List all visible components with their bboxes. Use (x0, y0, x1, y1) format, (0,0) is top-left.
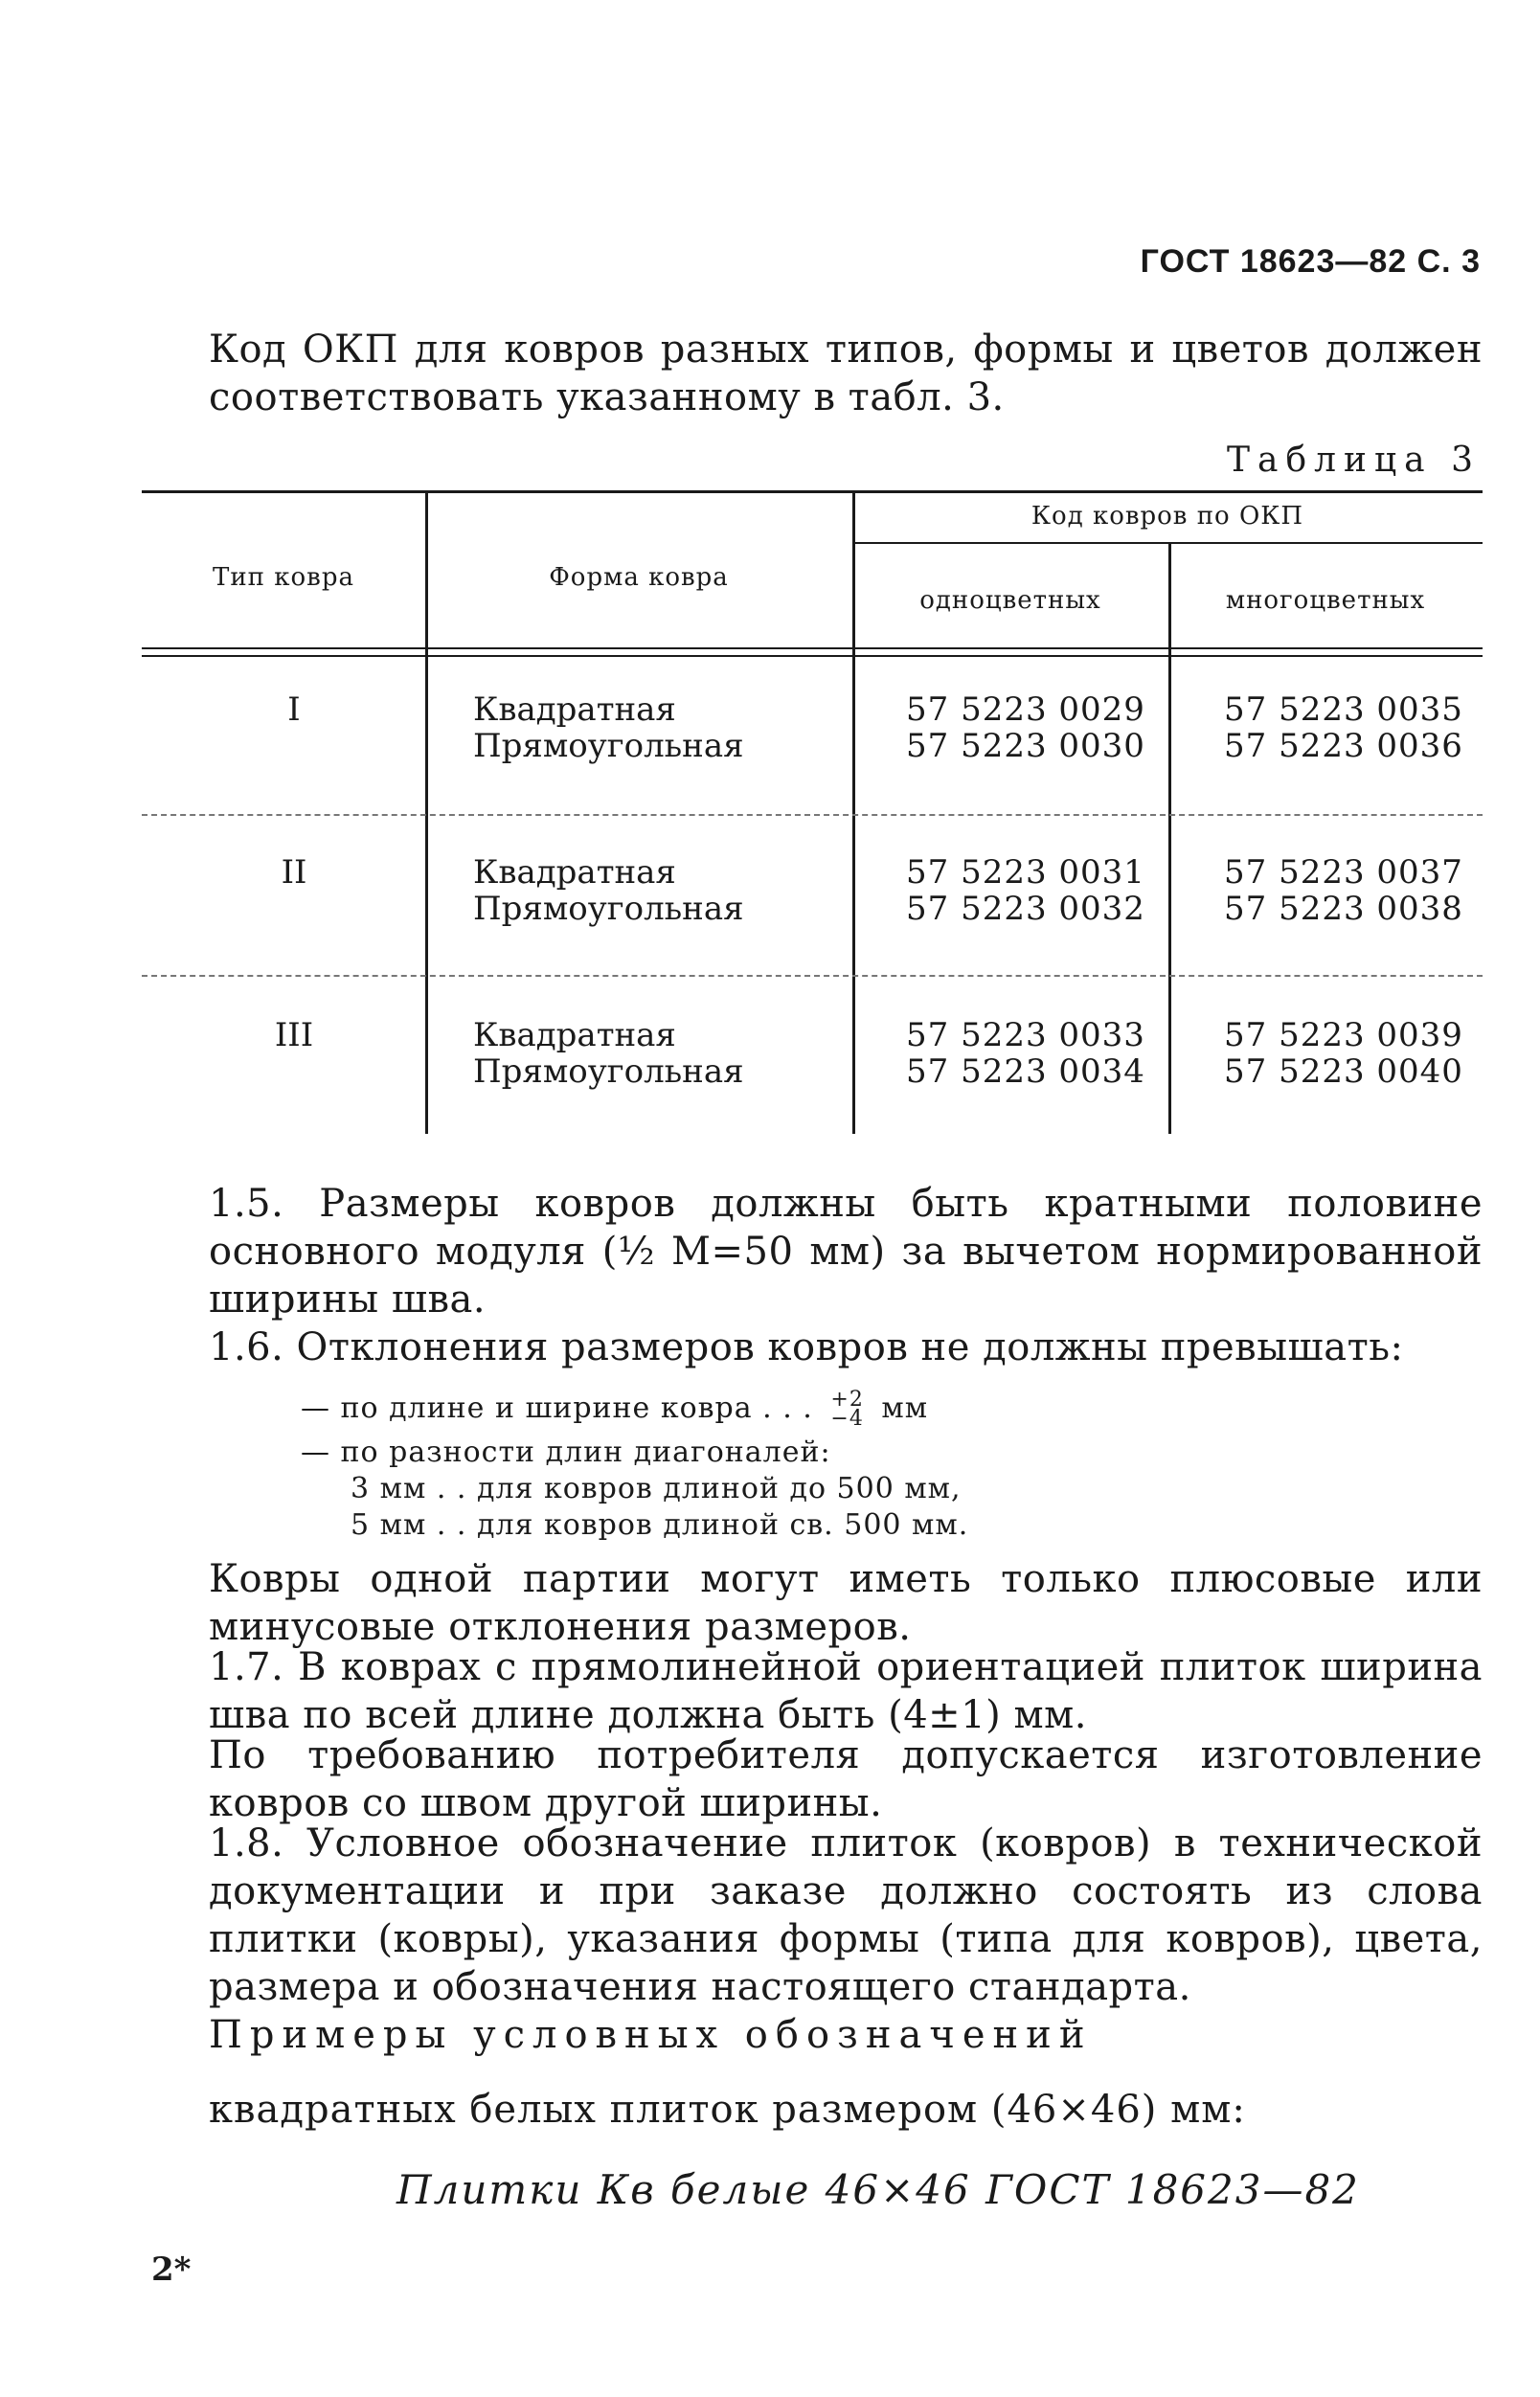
row-2-type: II (281, 853, 307, 892)
row-3-multi-2: 57 5223 0040 (1224, 1052, 1463, 1091)
table-caption: Таблица 3 (1227, 441, 1481, 480)
paragraph-1-6-note: Ковры одной партии могут иметь только плюсовые или минусовые отклонения размеров. (209, 1557, 1483, 1649)
row-2-shape-1: Квадратная (473, 853, 676, 892)
deviation-item-length (301, 1388, 929, 1431)
example-designation: Плитки Кв белые 46×46 ГОСТ 18623—82 (396, 2166, 1360, 2213)
example-description: квадратных белых плиток размером (46×46) мм: (209, 2088, 1246, 2132)
column-header-mono: одноцветных (919, 586, 1101, 615)
table-top-border (142, 490, 1483, 493)
row-2-mono-1: 57 5223 0031 (906, 853, 1145, 892)
table-vline-3 (1168, 544, 1171, 1134)
table-header-line-1 (142, 647, 1483, 649)
row-1-multi-1: 57 5223 0035 (1224, 690, 1463, 729)
intro-paragraph: Код ОКП для ковров разных типов, формы и цветов должен соответствовать указанному в табл. 3. (209, 328, 1483, 419)
row-1-type: I (287, 690, 301, 729)
row-2-multi-1: 57 5223 0037 (1224, 853, 1463, 892)
deviation-item-length-text: — по длине и ширине ковра . . . (301, 1391, 813, 1425)
column-header-shape: Форма ковра (549, 563, 729, 592)
row-1-shape-1: Квадратная (473, 690, 676, 729)
row-1-mono-1: 57 5223 0029 (906, 690, 1145, 729)
row-1-mono-2: 57 5223 0030 (906, 727, 1145, 765)
paragraph-1-7-note: По требованию потребителя допускается изготовление ковров со швом другой ширины. (209, 1733, 1483, 1825)
table-group-divider (852, 542, 1483, 544)
row-1-shape-2: Прямоугольная (473, 727, 744, 765)
tolerance-unit: мм (881, 1391, 929, 1425)
row-3-shape-1: Квадратная (473, 1016, 676, 1054)
table-row-separator-2 (142, 975, 1483, 977)
row-3-type: III (274, 1016, 314, 1054)
paragraph-1-8: 1.8. Условное обозначение плиток (ковров) в технической документации и при заказе должно состоять из слова плитки (ковры), указания формы (типа для ковров), цвета, размера и обозначения настоящего стандарта. (209, 1821, 1483, 2009)
table-row-separator-1 (142, 814, 1483, 816)
table-header-line-2 (142, 655, 1483, 657)
column-header-multi: многоцветных (1225, 586, 1426, 615)
column-header-code-group: Код ковров по ОКП (1030, 502, 1304, 531)
examples-title: Примеры условных обозначений (209, 2013, 1093, 2057)
row-3-mono-1: 57 5223 0033 (906, 1016, 1145, 1054)
tolerance-stack (830, 1388, 864, 1431)
page-signature-mark: 2* (151, 2250, 192, 2289)
deviation-item-3mm: 3 мм . . для ковров длиной до 500 мм, (351, 1472, 962, 1505)
row-3-shape-2: Прямоугольная (473, 1052, 744, 1091)
tolerance-plus: +2 (830, 1388, 864, 1412)
row-3-multi-1: 57 5223 0039 (1224, 1016, 1463, 1054)
tolerance-minus: −4 (830, 1407, 864, 1431)
page-header: ГОСТ 18623—82 С. 3 (1140, 243, 1481, 280)
paragraph-1-5: 1.5. Размеры ковров должны быть кратными половине основного модуля (½ М=50 мм) за вычетом нормированной ширины шва. (209, 1182, 1483, 1322)
deviation-item-diagonals: — по разности длин диагоналей: (301, 1436, 831, 1469)
paragraph-1-7: 1.7. В коврах с прямолинейной ориентацией плиток ширина шва по всей длине должна быть (4±1) мм. (209, 1645, 1483, 1737)
row-2-mono-2: 57 5223 0032 (906, 890, 1145, 928)
row-2-shape-2: Прямоугольная (473, 890, 744, 928)
row-2-multi-2: 57 5223 0038 (1224, 890, 1463, 928)
deviation-item-5mm: 5 мм . . для ковров длиной св. 500 мм. (351, 1508, 969, 1542)
paragraph-1-6: 1.6. Отклонения размеров ковров не должны превышать: (209, 1325, 1404, 1369)
column-header-type: Тип ковра (213, 563, 354, 592)
row-1-multi-2: 57 5223 0036 (1224, 727, 1463, 765)
row-3-mono-2: 57 5223 0034 (906, 1052, 1145, 1091)
